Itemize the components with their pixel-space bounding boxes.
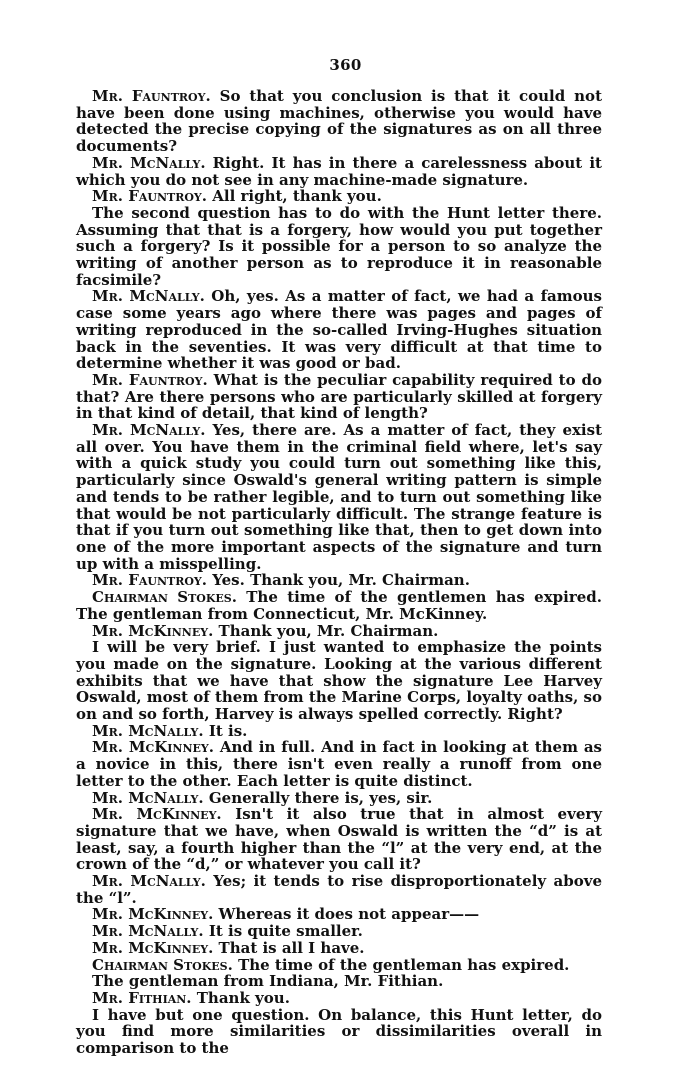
speaker-name: Mr. Fauntroy. [92,571,208,590]
paragraph-text: It is quite smaller. [203,922,363,941]
page-number: 360 [329,56,362,74]
paragraph-text: All right, thank you. [207,187,382,206]
paragraph-text: Isn't it also true that in almost every signature that we have, when Oswald is written the “d” is at least, say, a fourth higher than the “l” at the very end, at the crown of the “d,” or whatever you call it? [76,805,602,874]
speaker-name: Chairman Stokes. [92,955,233,974]
paragraph-text: The time of the gentleman has expired. [232,955,570,974]
speaker-name: Mr. McNally. [92,788,204,807]
transcript-paragraph [76,739,602,789]
paragraph-text: What is the peculiar capability required to do that? Are there persons who are particularly skilled at forgery in that kind of detail, that kind of length? [76,370,602,423]
speaker-name: Mr. McNally. [92,153,206,172]
speaker-name: Mr. McNally. [92,721,204,740]
paragraph-text: Yes, there are. As a matter of fact, they exist all over. You have them in the criminal field where, let's say with a quick study you could turn out something like this, particularly since Oswald's general writing pattern is simple and tends to be rather legible, and to turn out something like that would be not particularly difficult. The strange feature is that if you turn out something like that, then to get down into one of the more important aspects of the signature and turn up with a misspelling. [76,421,603,573]
speaker-name: Mr. McNally. [92,287,205,306]
transcript-paragraph [76,188,602,205]
paragraph-text: That is all I have. [213,938,365,957]
transcript-paragraph [76,790,602,807]
transcript-paragraph [76,205,602,289]
speaker-name: Mr. Fauntroy. [92,87,211,105]
paragraph-text: I have but one question. On balance, this Hunt letter, do you find more similarities or dissimilarities overall in comparison to the [76,1005,602,1058]
transcript-paragraph [76,155,602,188]
transcript-paragraph [76,957,602,974]
transcript-paragraph [76,923,602,940]
speaker-name: Mr. McKinney. [92,905,214,924]
paragraph-text: Generally there is, yes, sir. [203,788,433,807]
transcript-paragraph [76,372,602,422]
transcript-paragraph [76,906,602,923]
transcript-paragraph [76,940,602,957]
transcript-body [76,88,602,1057]
transcript-paragraph [76,1007,602,1057]
transcript-paragraph [76,572,602,589]
transcript-paragraph [76,589,602,622]
paragraph-text: And in full. And in fact in looking at them as a novice in this, there isn't even really a runoff from one letter to the other. Each letter is quite distinct. [76,738,602,790]
paragraph-text: I will be very brief. I just wanted to emphasize the points you made on the signature. Looking at the various different exhibits that we have that show the signature Lee Harvey Oswald, most of them from the Marine Corps, loyalty oaths, so on and so forth, Harvey is always spelled correctly. Right? [76,638,602,724]
speaker-name: Mr. McKinney. [92,621,214,640]
transcript-paragraph [76,422,602,572]
transcript-paragraph [76,990,602,1007]
paragraph-text: So that you conclusion is that it could not have been done using machines, otherwise you would have detected the precise copying of the signatures as on all three documents? [76,87,602,156]
speaker-name: Mr. Fauntroy. [92,370,208,389]
transcript-paragraph [76,973,602,990]
speaker-name: Mr. McKinney. [92,805,222,824]
paragraph-text: Yes; it tends to rise disproportionately above the “l”. [76,872,602,907]
speaker-name: Mr. McNally. [92,421,206,440]
paragraph-text: Yes. Thank you, Mr. Chairman. [207,571,470,590]
paragraph-text: The gentleman from Indiana, Mr. Fithian. [92,972,444,991]
paragraph-text: It is. [203,721,248,740]
speaker-name: Mr. Fithian. [92,988,192,1007]
paragraph-text: Whereas it does not appear—— [213,905,480,924]
speaker-name: Mr. McKinney. [92,738,214,757]
paragraph-text: Right. It has in there a carelessness about it which you do not see in any machine-made signature. [76,153,602,189]
paragraph-text: Oh, yes. As a matter of fact, we had a famous case some years ago where there was pages and pages of writing reproduced in the so-called Irving-Hughes situation back in the seventies. It was very difficult at that time to determine whether it was good or bad. [76,287,602,373]
paragraph-text: The second question has to do with the Hunt letter there. Assuming that that is a forgery, how would you put together such a forgery? Is it possible for a person to so analyze the writing of another person as to reproduce it in reasonable facsimile? [76,203,602,289]
speaker-name: Mr. Fauntroy. [92,187,208,206]
paragraph-text: Thank you, Mr. Chairman. [213,621,439,640]
paragraph-text: Thank you. [191,988,290,1007]
speaker-name: Mr. McNally. [92,922,204,941]
speaker-name: Mr. McKinney. [92,938,214,957]
transcript-paragraph [76,806,602,873]
transcript-paragraph [76,873,602,906]
transcript-paragraph [76,623,602,640]
speaker-name: Mr. McNally. [92,872,206,891]
paragraph-text: The time of the gentlemen has expired. The gentleman from Connecticut, Mr. McKinney. [76,588,602,623]
speaker-name: Chairman Stokes. [92,588,237,607]
transcript-paragraph [76,639,602,723]
transcript-paragraph [76,88,602,155]
transcript-paragraph [76,723,602,740]
transcript-paragraph [76,288,602,372]
